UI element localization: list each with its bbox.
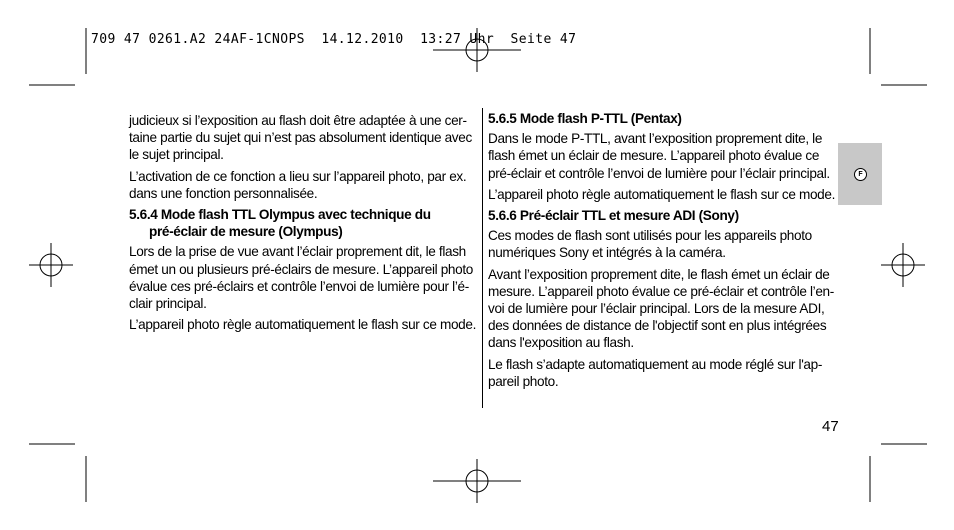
paragraph: Le flash s’adapte automatiquement au mode réglé sur l'ap-pareil photo. (488, 356, 823, 389)
page-number: 47 (822, 418, 839, 435)
section-heading-5-6-5: 5.6.5 Mode flash P-TTL (Pentax) (488, 111, 682, 126)
section-heading-5-6-6: 5.6.6 Pré-éclair TTL et mesure ADI (Sony) (488, 208, 739, 224)
registration-mark-left (29, 243, 73, 287)
paragraph: Avant l’exposition proprement dite, le flash émet un éclair de mesure. L’appareil photo évalue ce pré-éclair et contrôle l’en-voi de lumière pour l’éclair principal. Lors de la mesure ADI, des données de distance de l'objectif sont en plus intégrées dans l'exposition au flash. (488, 266, 834, 351)
heading-line: 5.6.4 Mode flash TTL Olympus avec technique du (129, 207, 431, 223)
registration-mark-bottom (433, 459, 521, 503)
paragraph: L’appareil photo règle automatiquement le flash sur ce mode. (488, 186, 836, 202)
paragraph: Lors de la prise de vue avant l’éclair proprement dit, le flash émet un ou plusieurs pré-éclairs de mesure. L’appareil photo évalue ces pré-éclairs et contrôle l’envoi de lumière pour l’é-clair principal. (129, 244, 473, 312)
language-badge: F (854, 168, 867, 181)
paragraph: Dans le mode P-TTL, avant l’exposition proprement dite, le flash émet un éclair de mesure. L’appareil photo évalue ce pré-éclair et contrôle l’envoi de lumière pour l’éclair principal. (488, 131, 830, 181)
left-column (129, 112, 477, 337)
registration-mark-right (881, 243, 925, 287)
section-heading-5-6-4 (129, 206, 477, 240)
heading-line: pré-éclair de mesure (Olympus) (149, 224, 343, 240)
paragraph: L’appareil photo règle automatiquement le flash sur ce mode. (129, 317, 477, 333)
paragraph: L’activation de ce fonction a lieu sur l’appareil photo, par ex. dans une fonction personnalisée. (129, 168, 467, 201)
paragraph: Ces modes de flash sont utilisés pour les appareils photo numériques Sony et intégrés à la caméra. (488, 228, 812, 261)
registration-mark-top (433, 28, 521, 72)
column-divider (482, 108, 483, 408)
paragraph: judicieux si l’exposition au flash doit être adaptée à une cer-taine partie du sujet qui n’est pas absolument identique avec le sujet principal. (129, 113, 472, 163)
language-tab (838, 143, 882, 205)
right-column (488, 110, 838, 394)
print-header: 709 47 0261.A2 24AF-1CNOPS 14.12.2010 13:27 Uhr Seite 47 (91, 32, 577, 47)
